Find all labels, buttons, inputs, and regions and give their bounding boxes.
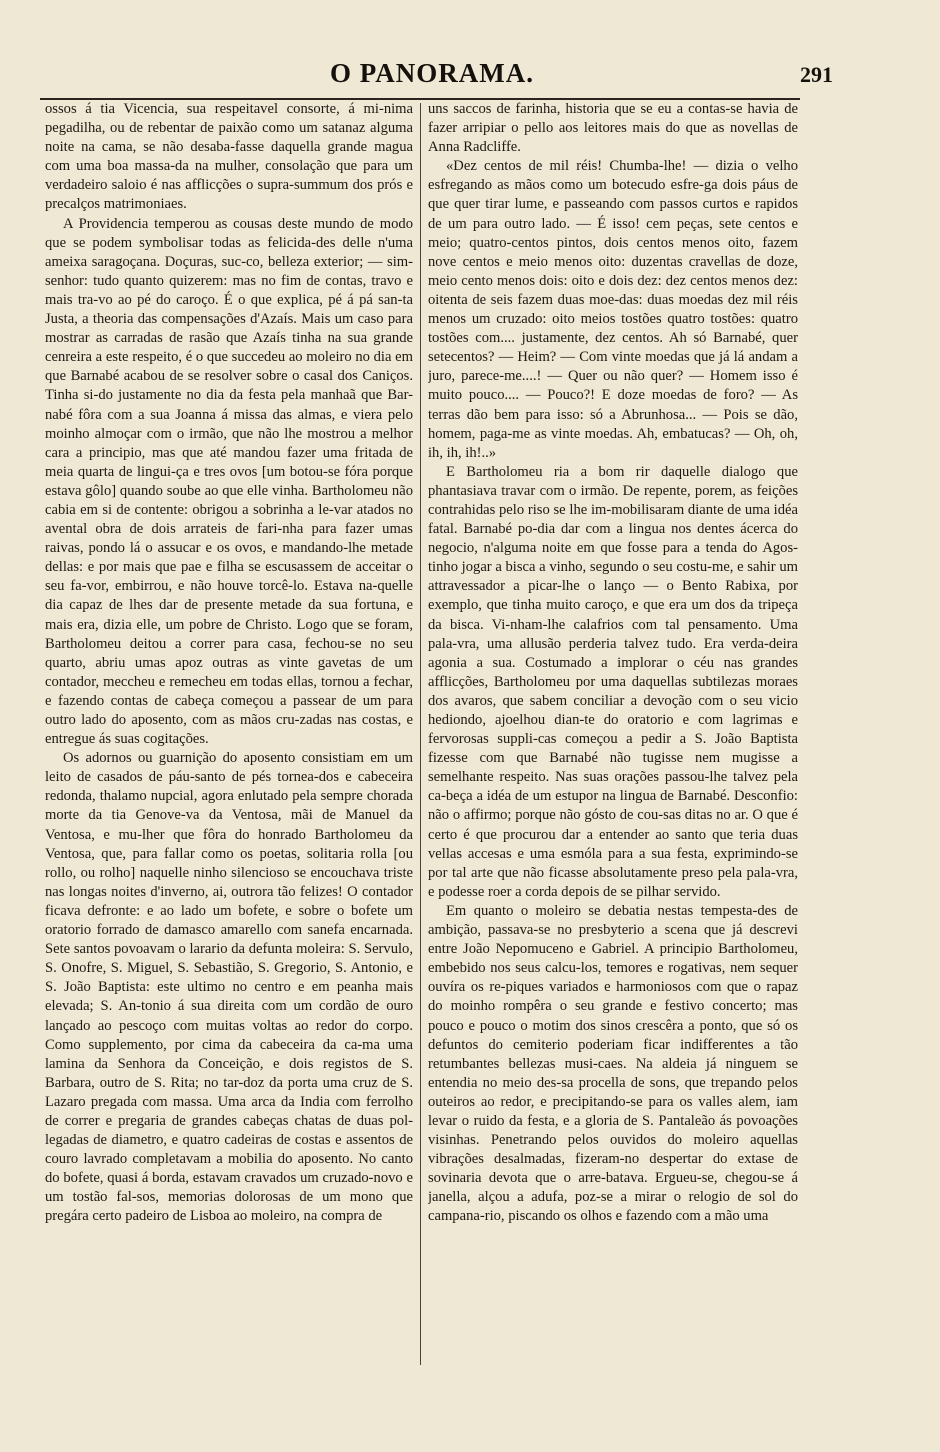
page-header bbox=[40, 58, 833, 94]
paragraph: «Dez centos de mil réis! Chumba-lhe! — dizia o velho esfregando as mãos como um botecudo esfre-ga dois páus de que quer tirar lume, e passeando com passos curtos e rapidos de um para outro lado. — É isso! cem peças, sete centos e meio; quatro-centos pintos, dois centos menos oito, fazem nove centos e meio menos oito: duzentas cravellas de doze, meio cento menos dois: oito e dois dez: dez centos menos dez: oitenta de seis fazem duas moe-das: duas moedas dez mil réis menos um cruzado: oito meios tostões quatro tostões: quatro tostões com.... justamente, dez centos. Ah só Barnabé, quer setecentos? — Heim? — Com vinte moedas que já lá andam a juro, parece-me....! — Quer ou não quer? — Homem isso é muito pouco.... — Pouco?! E doze moedas de foro? — As terras dão bem para isso: só a Abrunhosa... — Pois se dão, homem, paga-me as vinte moedas. Ah, embatucas? — Oh, oh, ih, ih, ih!..» bbox=[428, 158, 798, 461]
column-divider bbox=[420, 103, 421, 1365]
left-column bbox=[45, 100, 413, 1370]
paragraph: Em quanto o moleiro se debatia nestas tempesta-des de ambição, passava-se no presbyterio a scena que já descrevi entre João Nepomuceno e Gabriel. A principio Bartholomeu, embebido nos seus calcu-los, temores e rogativas, nem sequer ouvíra os re-piques variados e harmoniosos com que o rapaz do moinho rompêra o seu grande e festivo concerto; mas pouco e pouco o motim dos sinos crescêra a ponto, que só os defuntos do cemiterio poderiam ficar indifferentes a tão retumbantes bellezas musi-caes. Na aldeia já ninguem se entendia no meio des-sa procella de sons, que trepando pelos outeiros ao redor, e precipitando-se para os valles alem, iam levar o ruido da festa, e a gloria de S. Pantaleão ás povoações visinhas. Penetrando pelos ouvidos do moleiro aquellas vibrações desalmadas, fizeram-no despertar do extase de sovinaria devota que o arre-batava. Ergueu-se, chegou-se á janella, alçou a adufa, poz-se a mirar o relogio de sol do campana-rio, piscando os olhos e fazendo com a mão uma bbox=[428, 902, 798, 1225]
paragraph: A Providencia temperou as cousas deste mundo de modo que se podem symbolisar todas as felicida-des delle n'uma ameixa saragoçana. Doçuras, suc-co, belleza exterior; — sim-senhor: tudo quanto quizerem: mas no fim de contas, travo e mais tra-vo ao pé do caroço. É o que explica, pé á pá san-ta Justa, a theoria das compensações d'Azaís. Mais um caso para mostrar as carradas de rasão que Azaís tinha na sua grande cenreira a este respeito, é o que succedeu ao moleiro no dia em que Barnabé acabou de se resolver sobre o casal dos Caniços. Tinha si-do justamente no dia da festa pela manhaã que Bar-nabé fôra com a sua Joanna á missa das almas, e viera pelo moinho almoçar com o irmão, que não lhe mostrou a melhor cara a principio, mas que até mandou fazer uma fritada de meia quarta de lingui-ça e tres ovos [um botou-se fóra porque estava gôlo] quando soube ao que elle vinha. Bartholomeu não cabia em si de contente: obrigou a sobrinha a le-var atados no avental obra de dois arrateis de fari-nha para fazer umas raivas, pondo lá o assucar e os ovos, e mandando-lhe metade dellas: e por mais que pae e filha se escusassem de acceitar o seu fa-vor, embirrou, e não houve torcê-lo. Estava na-quelle dia capaz de lhes dar de presente metade da sua fortuna, e mais era, dizia elle, um pobre de Christo. Logo que se foram, Bartholomeu deitou a correr para casa, fechou-se no seu quarto, abriu umas apoz outras as vinte gavetas de um contador, meccheu e remecheu em todas ellas, tornou a fechar, e fazendo contas de cabeça começou a passear de um para outro lado do aposento, com as mãos cru-zadas nas costas, e entregue ás suas cogitações. bbox=[45, 215, 413, 748]
masthead-title: O PANORAMA. bbox=[330, 58, 534, 88]
paragraph: E Bartholomeu ria a bom rir daquelle dialogo que phantasiava travar com o irmão. De repente, porem, as feições contrahidas pelo riso se lhe im-mobilisaram diante de uma idéa fatal. Barnabé po-dia dar com a lingua nos dentes ácerca do negocio, n'alguma noite em que fosse para a tenda do Agos-tinho jogar a bisca a vinho, segundo o seu costu-me, e sahir um attravessador a picar-lhe o lanço — o Bento Rabixa, por exemplo, que tinha muito caroço, e que era um dos da tripeça da bisca. Vi-nham-lhe calafrios com tal pensamento. Uma pala-vra, uma allusão perderia talvez tudo. Era verda-deira agonia a sua. Costumado a implorar o céu nas grandes afflicções, Bartholomeu por uma daquellas subtilezas moraes dos avaros, que sabem conciliar a devoção com o seu vicio hediondo, ajoelhou dian-te do oratorio e com lagrimas e fervorosas suppli-cas começou a pedir a S. João Baptista fizesse com que Barnabé não tugisse nem mugisse a semelhante respeito. Nas suas orações passou-lhe talvez pela ca-beça a idéa de um estupor na lingua de Barnabé. Desconfio: não o affirmo; porque não gósto de cou-sas ditas no ar. O que é certo é que procurou dar a entender ao santo que teria duas vellas accesas e uma esmóla para a sua festa, exprimindo-se por tal arte que não ficasse absolutamente preso pela pala-vra, e podesse roer a corda depois de se pilhar servido. bbox=[428, 463, 798, 900]
paragraph: Os adornos ou guarnição do aposento consistiam em um leito de casados de páu-santo de pés tornea-dos e cabeceira redonda, thalamo nupcial, agora enlutado pela sempre chorada morte da tia Genove-va da Ventosa, mãi de Manuel da Ventosa, e mu-lher que fôra do honrado Bartholomeu da Ventosa, que, para fallar como os poetas, solitaria rolla [ou rollo, ou rolho] naquelle ninho silencioso se encouchava triste nas longas noites d'inverno, ai, outrora tão felizes! O contador ficava defronte: e ao lado um bofete, e sobre o bofete um oratorio forrado de damasco amarello com sanefa encarnada. Sete santos povoavam o larario da defunta moleira: S. Servulo, S. Onofre, S. Miguel, S. Sebastião, S. Gregorio, S. Antonio, e S. João Baptista: este ultimo no centro e em peanha mais elevada; S. An-tonio á sua direita com um cordão de ouro lançado ao pescoço com muitas voltas ao redor do corpo. Como supplemento, por cima da cabeceira da ca-ma uma lamina da Senhora da Conceição, e dois registos de S. Barbara, outro de S. Rita; no tar-doz da porta uma cruz de S. Lazaro pregada com massa. Uma arca da India com ferrolho de correr e pregaria de grandes cabeças chatas de duas pol-legadas de diametro, e quatro cadeiras de costas e assentos de couro lavrado completavam a mobilia do aposento. No canto do bofete, quasi á borda, estavam cravados um cruzado-novo e um tostão fal-sos, memorias dolorosas de um mono que pregára certo padeiro de Lisboa ao moleiro, na compra de bbox=[45, 750, 413, 1225]
paragraph: uns saccos de farinha, historia que se eu a contas-se havia de fazer arripiar o pello aos leitores mais do que as novellas de Anna Radcliffe. bbox=[428, 101, 798, 156]
paragraph: ossos á tia Vicencia, sua respeitavel consorte, á mi-nima pegadilha, ou de rebentar de paixão como um satanaz alguma noite na cama, se não desaba-fasse daquella grande magua com uma boa massa-da na mulher, consolação que para um verdadeiro saloio é nas afflicções o supra-summum dos prós e precalços matrimoniaes. bbox=[45, 101, 413, 213]
page-number: 291 bbox=[800, 62, 833, 87]
right-column bbox=[428, 100, 798, 1370]
